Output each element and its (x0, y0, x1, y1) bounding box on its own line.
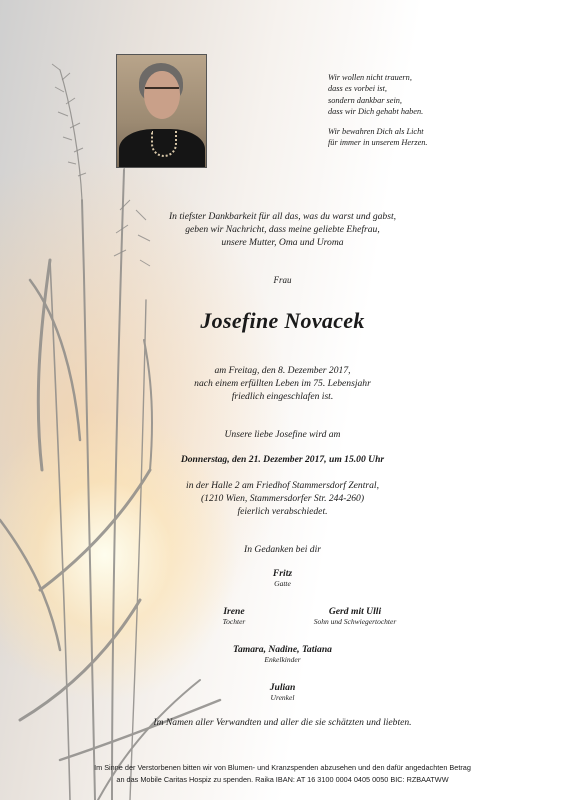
death-line: friedlich eingeschlafen ist. (231, 391, 334, 402)
relative-role: Gatte (274, 579, 291, 588)
relative-role: Tochter (222, 617, 246, 626)
intro-line: unsere Mutter, Oma und Uroma (221, 237, 344, 248)
thoughts-line: In Gedanken bei dir (244, 544, 321, 555)
portrait-photo (116, 54, 207, 168)
poem (328, 72, 427, 148)
relative-gerd (290, 606, 420, 627)
funeral-intro: Unsere liebe Josefine wird am (224, 429, 341, 440)
poem-spacer (328, 118, 427, 126)
deceased-name: Josefine Novacek (200, 308, 365, 333)
relative-name: Fritz (272, 568, 293, 579)
poem-line: dass es vorbei ist, (328, 84, 387, 94)
death-line: nach einem erfüllten Leben im 75. Lebensjahr (194, 378, 371, 389)
relative-julian (0, 682, 565, 703)
donation-note (0, 762, 565, 786)
poem-line: Wir wollen nicht trauern, (328, 73, 412, 82)
salutation: Frau (273, 275, 292, 285)
relative-name: Gerd mit Ulli (328, 606, 382, 617)
relative-role: Enkelkinder (264, 655, 301, 664)
relative-role: Sohn und Schwiegertochter (313, 617, 397, 626)
portrait-glasses (145, 87, 179, 95)
poem-line: für immer in unserem Herzen. (328, 138, 428, 148)
poem-line: dass wir Dich gehabt haben. (328, 107, 424, 117)
closing-line: Im Namen aller Verwandten und aller die sie schätzten und liebten. (153, 717, 412, 728)
intro-line: geben wir Nachricht, dass meine geliebte Ehefrau, (185, 224, 380, 235)
location-line: (1210 Wien, Stammersdorfer Str. 244-260) (200, 493, 365, 504)
relative-fritz (0, 568, 565, 589)
intro-text (0, 210, 565, 249)
relative-grandchildren (0, 644, 565, 665)
poem-line: sondern dankbar sein, (328, 95, 402, 105)
funeral-location (0, 479, 565, 518)
relative-name: Julian (269, 682, 296, 693)
death-notice (0, 364, 565, 403)
portrait-necklace (151, 131, 177, 157)
donation-line: Im Sinne der Verstorbenen bitten wir von Blumen- und Kranzspenden abzusehen und den dafür angedachten Betrag (94, 763, 471, 772)
location-line: in der Halle 2 am Friedhof Stammersdorf Zentral, (186, 480, 379, 491)
poem-line: Wir bewahren Dich als Licht (328, 126, 424, 136)
relative-role: Urenkel (270, 693, 295, 702)
relative-name: Irene (223, 606, 245, 617)
portrait-face (144, 71, 180, 119)
donation-line: an das Mobile Caritas Hospiz zu spenden. Raika IBAN: AT 16 3100 0004 0405 0050 BIC: RZBAATWW (116, 775, 449, 784)
intro-line: In tiefster Dankbarkeit für all das, was du warst und gabst, (168, 211, 397, 222)
relative-irene (204, 606, 264, 627)
funeral-date: Donnerstag, den 21. Dezember 2017, um 15.00 Uhr (180, 454, 385, 465)
location-line: feierlich verabschiedet. (237, 506, 328, 517)
death-line: am Freitag, den 8. Dezember 2017, (214, 365, 351, 376)
relative-name: Tamara, Nadine, Tatiana (233, 644, 332, 655)
